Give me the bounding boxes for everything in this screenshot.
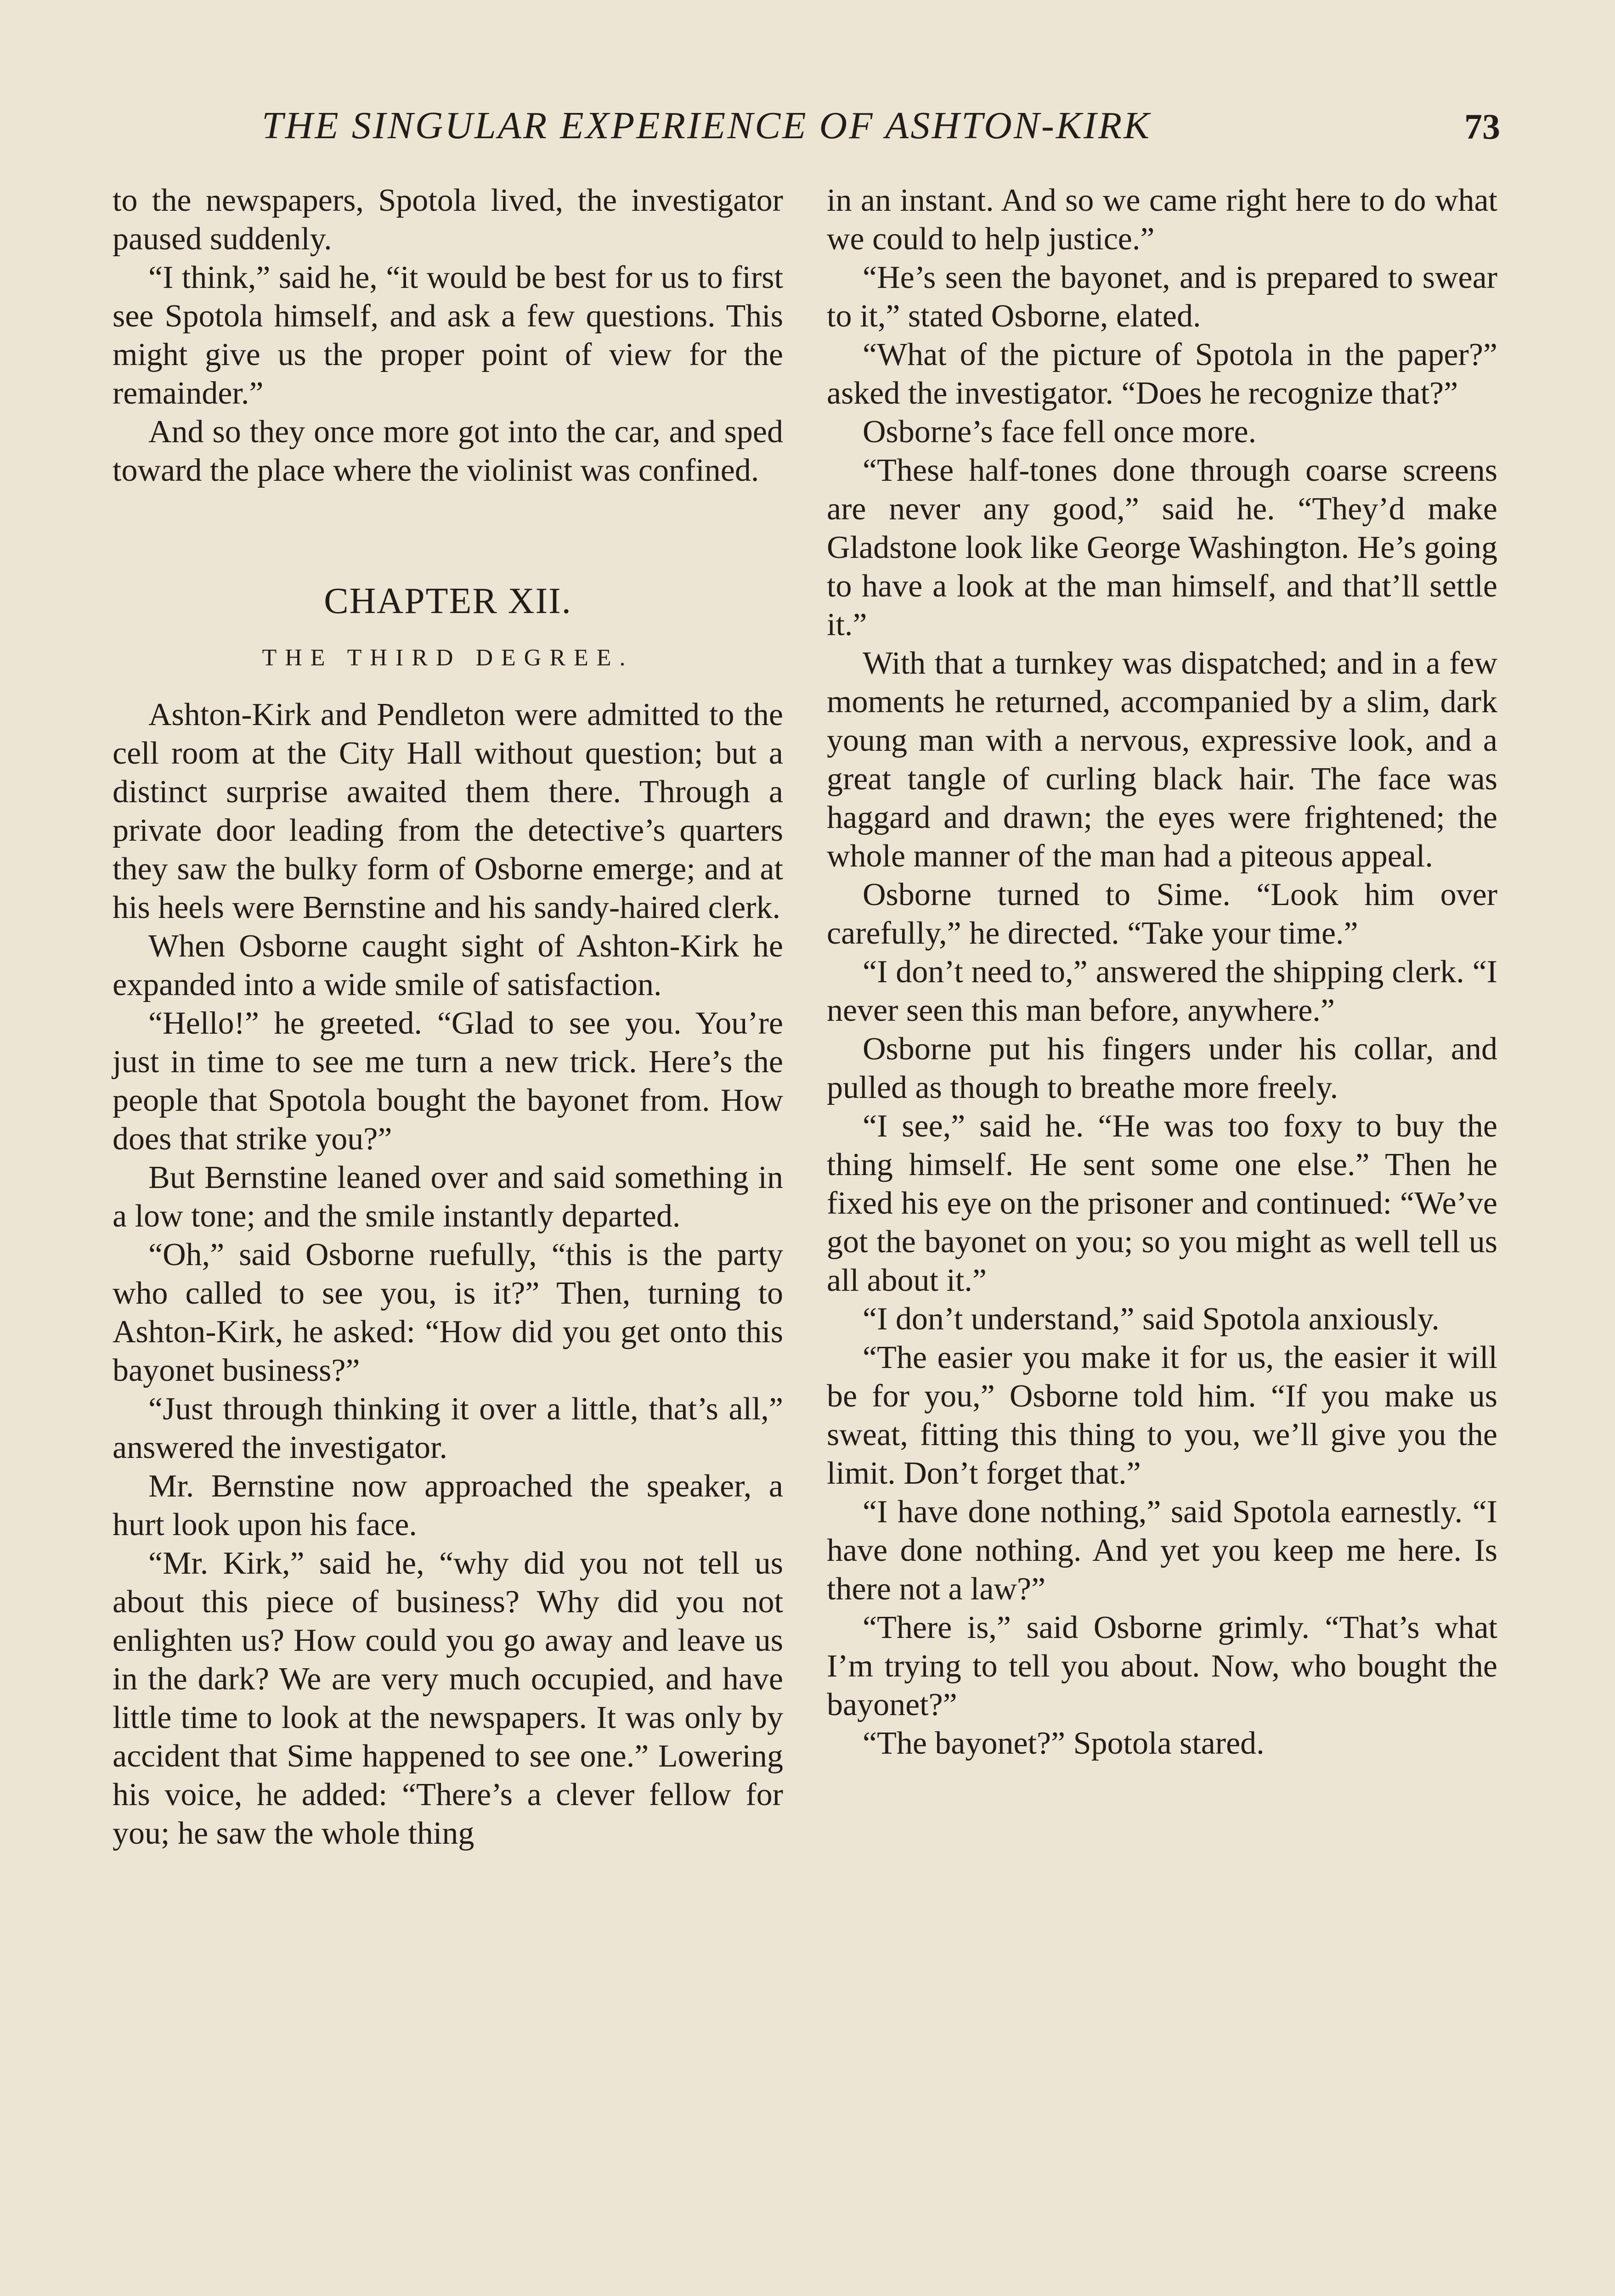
right-column <box>827 181 1497 1763</box>
page-header <box>115 103 1500 154</box>
paragraph: With that a turnkey was dispatched; and in a few moments he returned, accompanied by a slim, dark young man with a nervous, expressive look, and a great tangle of curling black hair. The face was haggard and drawn; the eyes were frightened; the whole manner of the man had a piteous appeal. <box>827 646 1497 874</box>
paragraph: “I see,” said he. “He was too foxy to buy the thing himself. He sent some one else.” Then he fixed his eye on the prisoner and continued: “We’ve got the bayonet on you; so you might as well tell us all about it.” <box>827 1109 1497 1298</box>
paragraph: And so they once more got into the car, and sped toward the place where the violinist was confined. <box>113 414 783 488</box>
paragraph: “Hello!” he greeted. “Glad to see you. You’re just in time to see me turn a new trick. Here’s the people that Spotola bought the bayonet from. How does that strike you?” <box>113 1006 783 1157</box>
paragraph: Mr. Bernstine now approached the speaker, a hurt look upon his face. <box>113 1469 783 1542</box>
paragraph: “I don’t understand,” said Spotola anxiously. <box>863 1301 1440 1337</box>
paragraph: “These half-tones done through coarse screens are never any good,” said he. “They’d make Gladstone look like George Washington. He’s going to have a look at the man himself, and that’ll settle it.” <box>827 453 1497 642</box>
running-title: THE SINGULAR EXPERIENCE OF ASHTON-KIRK <box>262 104 1152 147</box>
paragraph: When Osborne caught sight of Ashton-Kirk he expanded into a wide smile of satisfaction. <box>113 929 783 1002</box>
paragraph: “There is,” said Osborne grimly. “That’s what I’m trying to tell you about. Now, who bought the bayonet?” <box>827 1610 1497 1722</box>
paragraph: “What of the picture of Spotola in the paper?” asked the investigator. “Does he recognize that?” <box>827 337 1497 411</box>
paragraph: “The bayonet?” Spotola stared. <box>863 1726 1265 1761</box>
paragraph: “Just through thinking it over a little, that’s all,” answered the investigator. <box>113 1391 783 1465</box>
paragraph: to the newspapers, Spotola lived, the investigator paused suddenly. <box>113 183 783 257</box>
paragraph: “I don’t need to,” answered the shipping clerk. “I never seen this man before, anywhere.” <box>827 954 1497 1028</box>
left-column <box>113 181 783 1853</box>
page-number: 73 <box>1464 107 1500 146</box>
paragraph: But Bernstine leaned over and said something in a low tone; and the smile instantly departed. <box>113 1160 783 1234</box>
paragraph: Osborne’s face fell once more. <box>863 414 1257 450</box>
paragraph: “Mr. Kirk,” said he, “why did you not tell us about this piece of business? Why did you not enlighten us? How could you go away and leave us in the dark? We are very much occupied, and have little time to look at the newspapers. It was only by accident that Sime happened to see one.” Lowering his voice, he added: “There’s a clever fellow for you; he saw the whole thing <box>113 1546 783 1851</box>
paragraph: “I have done nothing,” said Spotola earnestly. “I have done nothing. And yet you keep me here. Is there not a law?” <box>827 1494 1497 1607</box>
chapter-title: CHAPTER XII. <box>324 581 572 621</box>
paragraph: “He’s seen the bayonet, and is prepared to swear to it,” stated Osborne, elated. <box>827 260 1497 334</box>
paragraph: Osborne put his fingers under his collar, and pulled as though to breathe more freely. <box>827 1031 1497 1105</box>
paragraph: Osborne turned to Sime. “Look him over carefully,” he directed. “Take your time.” <box>827 877 1497 951</box>
paragraph: “Oh,” said Osborne ruefully, “this is the party who called to see you, is it?” Then, turning to Ashton-Kirk, he asked: “How did you get onto this bayonet business?” <box>113 1237 783 1388</box>
chapter-subtitle: THE THIRD DEGREE. <box>262 645 634 671</box>
paragraph: “The easier you make it for us, the easier it will be for you,” Osborne told him. “If you make us sweat, fitting this thing to you, we’ll give you the limit. Don’t forget that.” <box>827 1340 1497 1491</box>
paragraph: in an instant. And so we came right here to do what we could to help justice.” <box>827 183 1497 257</box>
paragraph: “I think,” said he, “it would be best for us to first see Spotola himself, and ask a few questions. This might give us the proper point of view for the remainder.” <box>113 260 783 411</box>
paragraph: Ashton-Kirk and Pendleton were admitted to the cell room at the City Hall without question; but a distinct surprise awaited them there. Through a private door leading from the detective’s quarters they saw the bulky form of Osborne emerge; and at his heels were Bernstine and his sandy-haired clerk. <box>113 697 783 925</box>
